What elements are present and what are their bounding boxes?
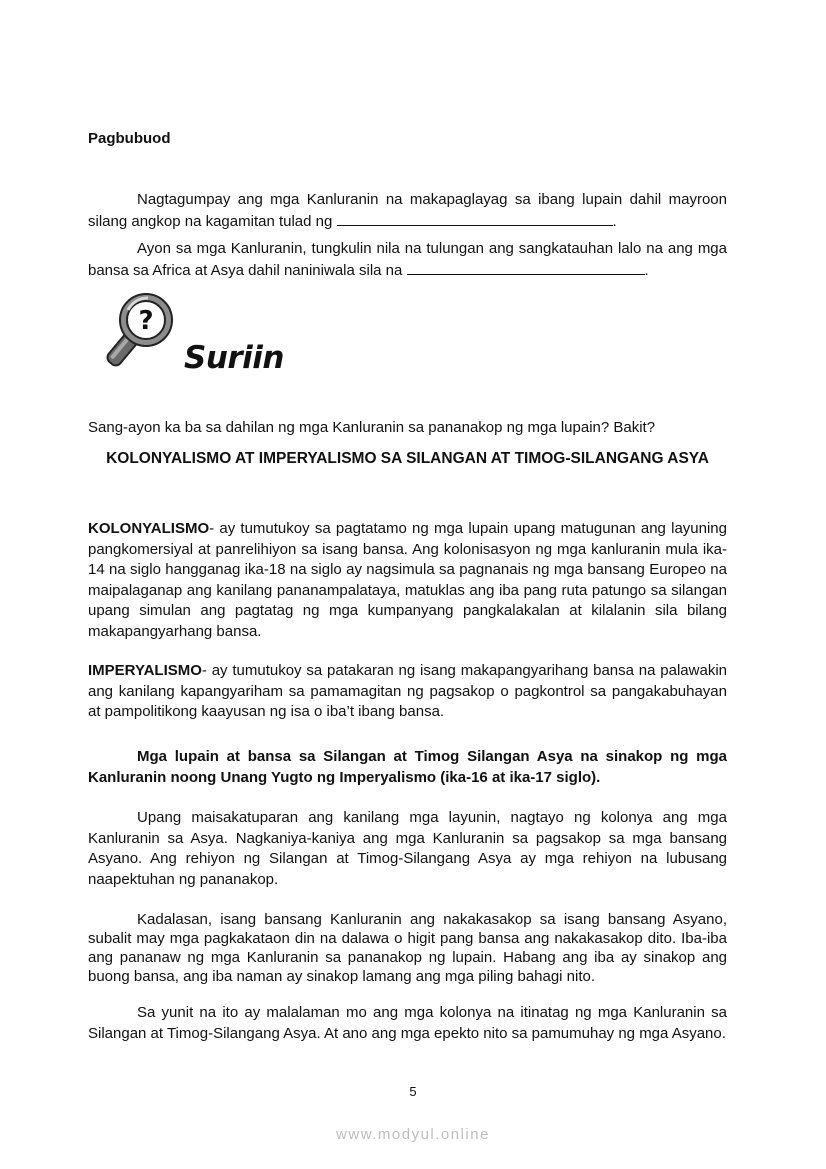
summary-text-2: Ayon sa mga Kanluranin, tungkulin nila na tulungan ang sangkatauhan lalo na ang mga bansa sa Africa at Asya dahil naniniwala sila na (88, 240, 727, 279)
watermark: www.modyul.online (336, 1126, 490, 1143)
definition-imperyalismo (88, 661, 727, 723)
main-heading: KOLONYALISMO AT IMPERYALISMO SA SILANGAN AT TIMOG-SILANGANG ASYA (106, 450, 709, 467)
body-paragraph-2: Kadalasan, isang bansang Kanluranin ang nakakasakop sa isang bansang Asyano, subalit may mga pagkakataon din na dalawa o higit pang bansa ang nakakasakop dito. Iba-iba ang pananaw ng mga Kanluranin sa pananakop ng lupain. Habang ang iba ay sinakop ang buong bansa, ang iba naman ay sinakop lamang ang mga piling bahagi nito. (88, 911, 727, 985)
definition-term: IMPERYALISMO (88, 662, 202, 679)
page-number: 5 (409, 1084, 417, 1099)
summary-text-1: Nagtagumpay ang mga Kanluranin na makapaglayag sa ibang lupain dahil mayroon silang angkop na kagamitan tulad ng (88, 191, 727, 230)
body-paragraph-1: Upang maisakatuparan ang kanilang mga layunin, nagtayo ng kolonya ang mga Kanluranin sa Asya. Nagkaniya-kaniya ang mga Kanluranin sa pagsakop sa mga bansang Asyano. Ang rehiyon ng Silangan at Timog-Silangang Asya ay mga rehiyon na lubusang naapektuhan ng pananakop. (88, 809, 727, 888)
question-mark-glyph: ? (138, 306, 154, 336)
suriin-title: Suriin (184, 340, 285, 376)
summary-text-1-end: . (612, 212, 617, 230)
definition-text: - ay tumutukoy sa patakaran ng isang makapangyarihang bansa na palawakin ang kanilang kapangyariham sa pamamagitan ng pagsakop o pagkontrol sa pangakabuhayan at pampolitikong kaayusan ng isa o iba’t ibang bansa. (88, 662, 727, 720)
definition-term: KOLONYALISMO (88, 520, 210, 537)
body-paragraph-3: Sa yunit na ito ay malalaman mo ang mga kolonya na itinatag ng mga Kanluranin sa Silangan at Timog-Silangang Asya. At ano ang mga epekto nito sa pamumuhay ng mga Asyano. (88, 1004, 727, 1042)
summary-paragraph-2 (88, 239, 727, 281)
magnifying-glass-icon (98, 290, 190, 372)
summary-text-2-end: . (644, 261, 649, 279)
definition-kolonyalismo (88, 519, 727, 642)
sub-heading: Mga lupain at bansa sa Silangan at Timog Silangan Asya na sinakop ng mga Kanluranin noong Unang Yugto ng Imperyalismo (ika-16 at ika-17 siglo). (88, 748, 727, 786)
answer-blank-1[interactable] (337, 211, 613, 226)
section-title: Pagbubuod (88, 130, 171, 147)
guide-question: Sang-ayon ka ba sa dahilan ng mga Kanluranin sa pananakop ng mga lupain? Bakit? (88, 419, 656, 436)
summary-paragraph-1 (88, 190, 727, 232)
answer-blank-2[interactable] (407, 260, 645, 275)
definition-text: - ay tumutukoy sa pagtatamo ng mga lupain upang matugunan ang layuning pangkomersiyal at panrelihiyon sa isang bansa. Ang kolonisasyon ng mga kanluranin mula ika-14 na siglo hangganag ika-18 na siglo ay nagsimula sa pagnanais ng mga bansang Europeo na maipalaganap ang kanilang pananampalataya, matuklas ang iba pang ruta patungo sa silangan upang simulan ang pagtatag ng mga kumpanyang pangkalakalan at kilalanin sila bilang makapangyarhang bansa. (88, 520, 727, 640)
